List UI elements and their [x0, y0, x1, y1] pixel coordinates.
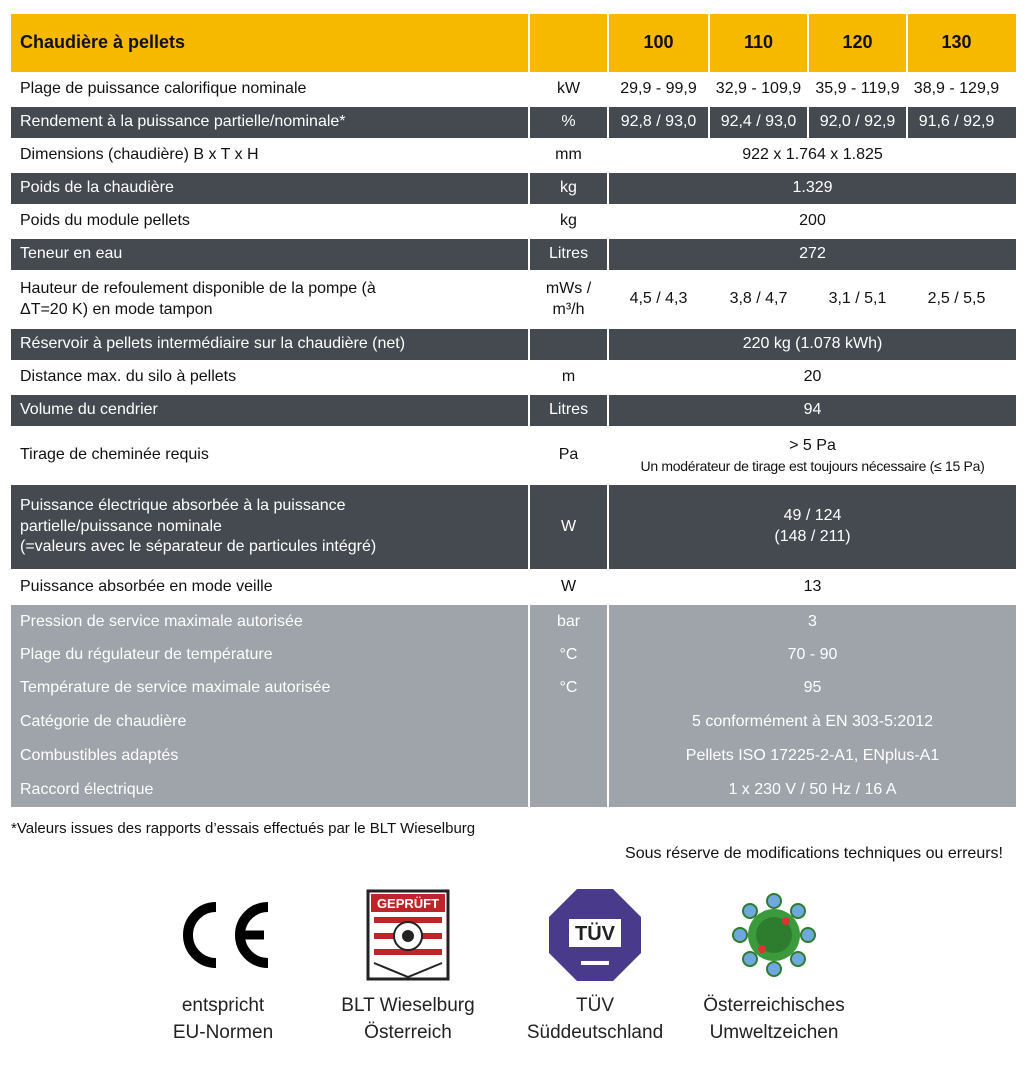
row-label: Plage de puissance calorifique nominale	[20, 80, 307, 98]
row-value: 3,1 / 5,1	[807, 272, 906, 327]
logo-caption: BLT Wieselburg	[341, 995, 475, 1016]
table-row	[11, 329, 1016, 362]
row-unit: Pa	[528, 428, 609, 483]
row-unit: W	[528, 485, 609, 569]
logo-caption: entspricht	[181, 995, 265, 1016]
header-model: 110	[708, 14, 807, 72]
row-value-line: 49 / 124	[783, 507, 842, 525]
row-value: 3	[808, 612, 817, 630]
row-label	[11, 485, 528, 569]
row-unit-line: mWs /	[545, 279, 592, 297]
blt-logo	[323, 885, 493, 1046]
table-row	[11, 605, 1016, 639]
table-row	[11, 206, 1016, 239]
row-value: 922 x 1.764 x 1.825	[742, 146, 883, 164]
row-value: 92,4 / 93,0	[708, 107, 807, 138]
umwelt-logo	[689, 885, 859, 1046]
logo-caption: Umweltzeichen	[709, 1021, 839, 1043]
row-value: 1 x 230 V / 50 Hz / 16 A	[728, 780, 897, 798]
ce-logo	[138, 885, 308, 1046]
row-value: 200	[799, 212, 826, 230]
row-label: Dimensions (chaudière) B x T x H	[20, 146, 259, 164]
table-row	[11, 140, 1016, 173]
row-value-line: > 5 Pa	[789, 437, 836, 454]
row-unit	[528, 739, 609, 773]
row-value: 2,5 / 5,5	[906, 272, 1005, 327]
row-unit: kg	[528, 206, 609, 237]
row-value: 92,0 / 92,9	[807, 107, 906, 138]
row-value-line: Un modérateur de tirage est toujours nécessaire (≤ 15 Pa)	[640, 457, 985, 474]
row-unit: kg	[528, 173, 609, 204]
row-label	[11, 272, 528, 327]
logo-caption: Süddeutschland	[526, 1021, 664, 1043]
row-value: 70 - 90	[787, 646, 838, 664]
row-unit	[528, 773, 609, 807]
row-unit: Litres	[528, 395, 609, 426]
row-label: Raccord électrique	[20, 780, 154, 798]
table-row	[11, 239, 1016, 272]
row-value	[609, 428, 1016, 483]
row-value: 272	[799, 245, 826, 263]
row-unit: °C	[528, 639, 609, 672]
row-label: Température de service maximale autorisée	[20, 679, 331, 697]
row-label-line: Hauteur de refoulement disponible de la pompe (à	[20, 279, 376, 297]
row-label-line: ΔT=20 K) en mode tampon	[20, 300, 213, 318]
row-unit-line: m³/h	[552, 300, 585, 318]
row-unit: °C	[528, 672, 609, 705]
row-value: 4,5 / 4,3	[629, 290, 688, 308]
umweltzeichen-icon	[689, 885, 859, 985]
header-model: 120	[807, 14, 906, 72]
row-unit	[528, 272, 609, 327]
row-value: 20	[803, 368, 822, 386]
header-unit-cell	[528, 14, 609, 72]
row-value: 32,9 - 109,9	[708, 74, 807, 105]
row-label: Pression de service maximale autorisée	[20, 612, 303, 630]
logo-caption: Österreich	[364, 1021, 452, 1043]
row-label: Rendement à la puissance partielle/nominale*	[20, 113, 346, 131]
table-row	[11, 428, 1016, 485]
row-value: 29,9 - 99,9	[620, 80, 697, 98]
blt-shield-icon	[323, 885, 493, 985]
row-unit: mm	[528, 140, 609, 171]
logo-caption: Österreichisches	[703, 995, 845, 1016]
table-row	[11, 362, 1016, 395]
row-value: 220 kg (1.078 kWh)	[742, 335, 883, 353]
header-title: Chaudière à pellets	[20, 32, 186, 53]
table-row	[11, 74, 1016, 107]
logo-caption: TÜV	[576, 995, 614, 1016]
row-unit	[528, 329, 609, 360]
row-unit: kW	[528, 74, 609, 105]
tuv-mark-text: TÜV	[575, 923, 615, 945]
row-value: 94	[803, 401, 822, 419]
table-row	[11, 395, 1016, 428]
row-value: 92,8 / 93,0	[620, 113, 697, 131]
row-value: 5 conformément à EN 303-5:2012	[691, 712, 934, 730]
header-model: 130	[906, 14, 1005, 72]
row-unit: m	[528, 362, 609, 393]
blt-mark-text: GEPRÜFT	[376, 896, 440, 911]
row-label: Réservoir à pellets intermédiaire sur la chaudière (net)	[20, 335, 406, 353]
row-label: Puissance absorbée en mode veille	[20, 577, 273, 595]
row-value: 91,6 / 92,9	[906, 107, 1005, 138]
disclaimer: Sous réserve de modifications techniques ou erreurs!	[625, 845, 1003, 862]
row-value: 38,9 - 129,9	[906, 74, 1005, 105]
table-row	[11, 739, 1016, 773]
table-row	[11, 672, 1016, 705]
row-label: Catégorie de chaudière	[20, 712, 187, 730]
table-row	[11, 485, 1016, 571]
table-header	[11, 14, 1016, 74]
row-label: Plage du régulateur de température	[20, 646, 273, 664]
footnote: *Valeurs issues des rapports d’essais effectués par le BLT Wieselburg	[11, 820, 476, 837]
row-label-line: partielle/puissance nominale	[20, 517, 222, 535]
row-value	[609, 485, 1016, 569]
tuv-logo	[510, 885, 680, 1046]
row-label: Poids du module pellets	[20, 212, 190, 230]
row-value: 35,9 - 119,9	[807, 74, 906, 105]
logo-caption: EU-Normen	[172, 1021, 274, 1043]
row-label: Volume du cendrier	[20, 401, 158, 419]
row-unit: W	[528, 571, 609, 603]
row-value: 13	[803, 577, 822, 595]
row-value: 3,8 / 4,7	[708, 272, 807, 327]
row-label-line: (=valeurs avec le séparateur de particules intégré)	[20, 538, 377, 556]
row-unit: bar	[528, 605, 609, 639]
table-row	[11, 107, 1016, 140]
row-label: Poids de la chaudière	[20, 179, 174, 197]
spec-table	[11, 14, 1016, 807]
table-row	[11, 773, 1016, 807]
table-row	[11, 173, 1016, 206]
row-label: Combustibles adaptés	[20, 746, 179, 764]
tuv-octagon-icon	[510, 885, 680, 985]
table-row	[11, 571, 1016, 605]
table-row	[11, 272, 1016, 329]
row-value: 1.329	[792, 179, 833, 197]
row-value: 95	[803, 679, 822, 697]
ce-mark-icon	[138, 885, 308, 985]
row-unit: %	[528, 107, 609, 138]
certification-logos	[0, 885, 1024, 1065]
row-value-line: (148 / 211)	[774, 528, 851, 545]
table-row	[11, 705, 1016, 739]
row-label: Teneur en eau	[20, 245, 123, 263]
header-model: 100	[643, 32, 674, 53]
row-label: Tirage de cheminée requis	[20, 446, 209, 464]
row-label-line: Puissance électrique absorbée à la puissance	[20, 496, 346, 514]
row-unit: Litres	[528, 239, 609, 270]
row-label: Distance max. du silo à pellets	[20, 368, 237, 386]
row-unit	[528, 705, 609, 739]
table-row	[11, 639, 1016, 672]
row-value: Pellets ISO 17225-2-A1, ENplus-A1	[685, 746, 940, 764]
